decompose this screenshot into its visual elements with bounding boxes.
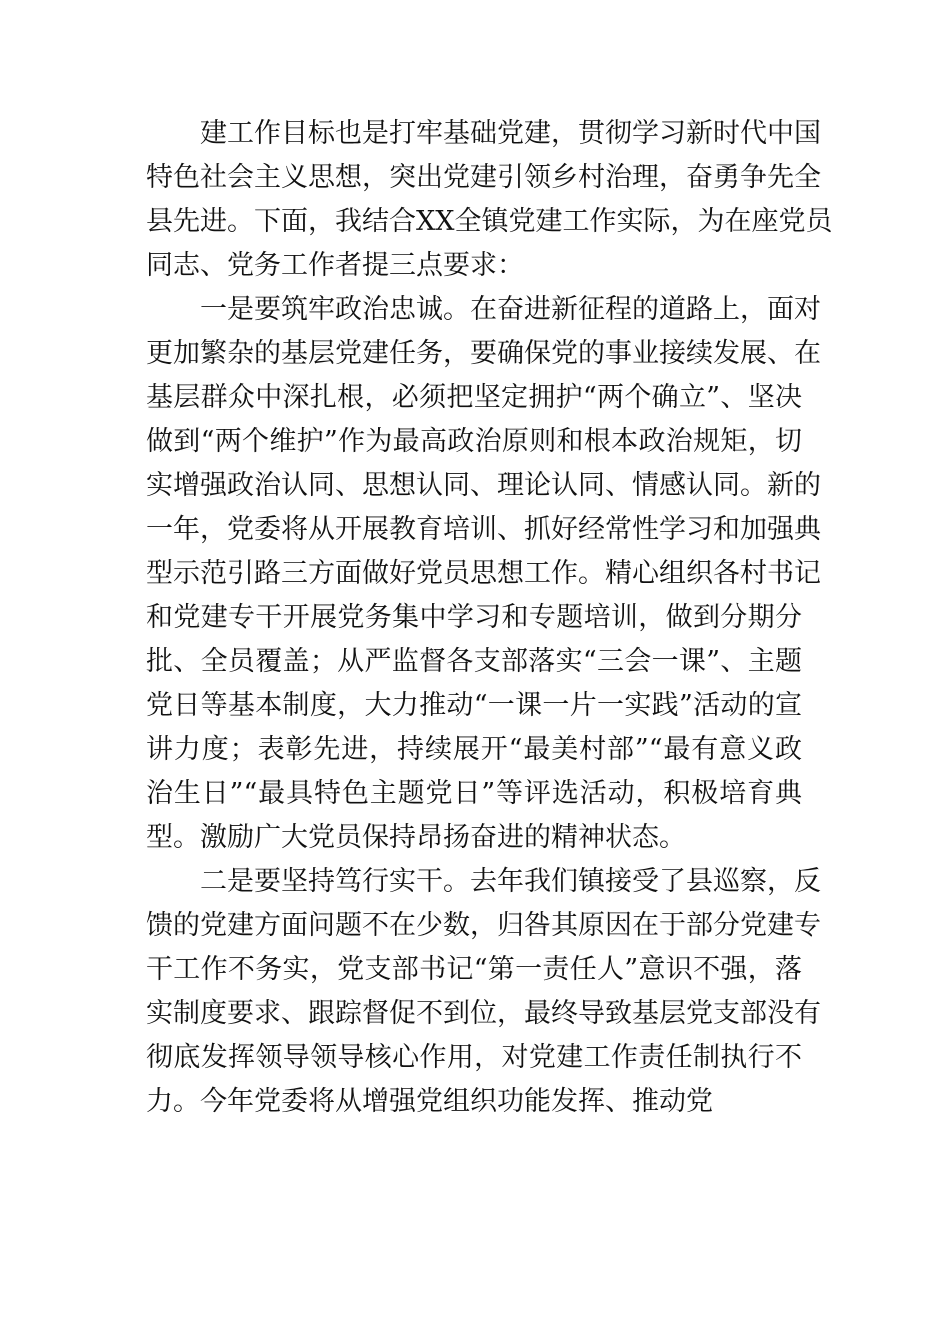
paragraph-line: 和党建专干开展党务集中学习和专题培训，做到分期分 <box>146 602 802 633</box>
paragraph-line: 实增强政治认同、思想认同、理论认同、情感认同。新的 <box>146 470 821 501</box>
paragraph-line: 特色社会主义思想，突出党建引领乡村治理，奋勇争先全 <box>146 162 821 193</box>
paragraph-line: 讲力度；表彰先进，持续展开“最美村部”“最有意义政 <box>146 734 802 765</box>
paragraph-line: 更加繁杂的基层党建任务，要确保党的事业接续发展、在 <box>146 338 821 369</box>
paragraph-line: 批、全员覆盖；从严监督各支部落实“三会一课”、主题 <box>146 646 802 677</box>
paragraph-line: 一是要筑牢政治忠诚。在奋进新征程的道路上，面对 <box>200 294 821 325</box>
paragraph-line: 基层群众中深扎根，必须把坚定拥护“两个确立”、坚决 <box>146 382 802 413</box>
paragraph-line: 党日等基本制度，大力推动“一课一片一实践”活动的宣 <box>146 690 802 721</box>
paragraph-line: 县先进。下面，我结合XX全镇党建工作实际，为在座党员 <box>146 206 833 237</box>
paragraph-line: 实制度要求、跟踪督促不到位，最终导致基层党支部没有 <box>146 998 821 1029</box>
paragraph-line: 干工作不务实，党支部书记“第一责任人”意识不强，落 <box>146 954 802 985</box>
paragraph-line: 力。今年党委将从增强党组织功能发挥、推动党 <box>146 1086 713 1117</box>
paragraph-line: 治生日”“最具特色主题党日”等评选活动，积极培育典 <box>146 778 802 809</box>
paragraph-line: 做到“两个维护”作为最高政治原则和根本政治规矩，切 <box>146 426 802 457</box>
paragraph-line: 型示范引路三方面做好党员思想工作。精心组织各村书记 <box>146 558 821 589</box>
paragraph-line: 彻底发挥领导领导核心作用，对党建工作责任制执行不 <box>146 1042 802 1073</box>
paragraph-line: 建工作目标也是打牢基础党建，贯彻学习新时代中国 <box>200 118 821 149</box>
paragraph-line: 馈的党建方面问题不在少数，归咎其原因在于部分党建专 <box>146 910 821 941</box>
paragraph-line: 同志、党务工作者提三点要求： <box>146 250 524 281</box>
paragraph-line: 一年，党委将从开展教育培训、抓好经常性学习和加强典 <box>146 514 821 545</box>
paragraph-line: 型。激励广大党员保持昂扬奋进的精神状态。 <box>146 822 686 853</box>
paragraph-line: 二是要坚持笃行实干。去年我们镇接受了县巡察，反 <box>200 866 821 897</box>
